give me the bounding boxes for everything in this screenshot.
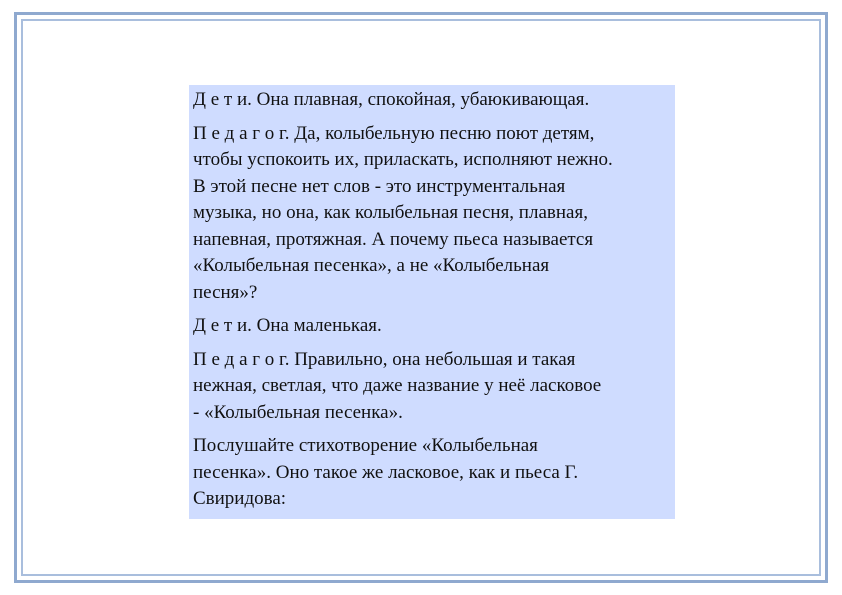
paragraph-teacher-1: П е д а г о г. Да, колыбельную песню поют детям, чтобы успокоить их, приласкать, исполняют нежно. В этой песне нет слов - это инструментальная музыка, но она, как колыбельная песня, плавная, напевная, протяжная. А почему пьеса называется «Колыбельная песенка», а не «Колыбельная песня»? <box>193 122 613 303</box>
paragraph-children-2: Д е т и. Она маленькая. <box>193 315 382 336</box>
paragraph-children-1: Д е т и. Она плавная, спокойная, убаюкивающая. <box>193 89 590 110</box>
paragraph-teacher-2: П е д а г о г. Правильно, она небольшая и такая нежная, светлая, что даже название у неё ласковое - «Колыбельная песенка». <box>193 348 602 423</box>
dialogue-text-block <box>189 85 675 519</box>
paragraph-poem-intro: Послушайте стихотворение «Колыбельная песенка». Оно такое же ласковое, как и пьеса Г. Свиридова: <box>193 435 579 509</box>
